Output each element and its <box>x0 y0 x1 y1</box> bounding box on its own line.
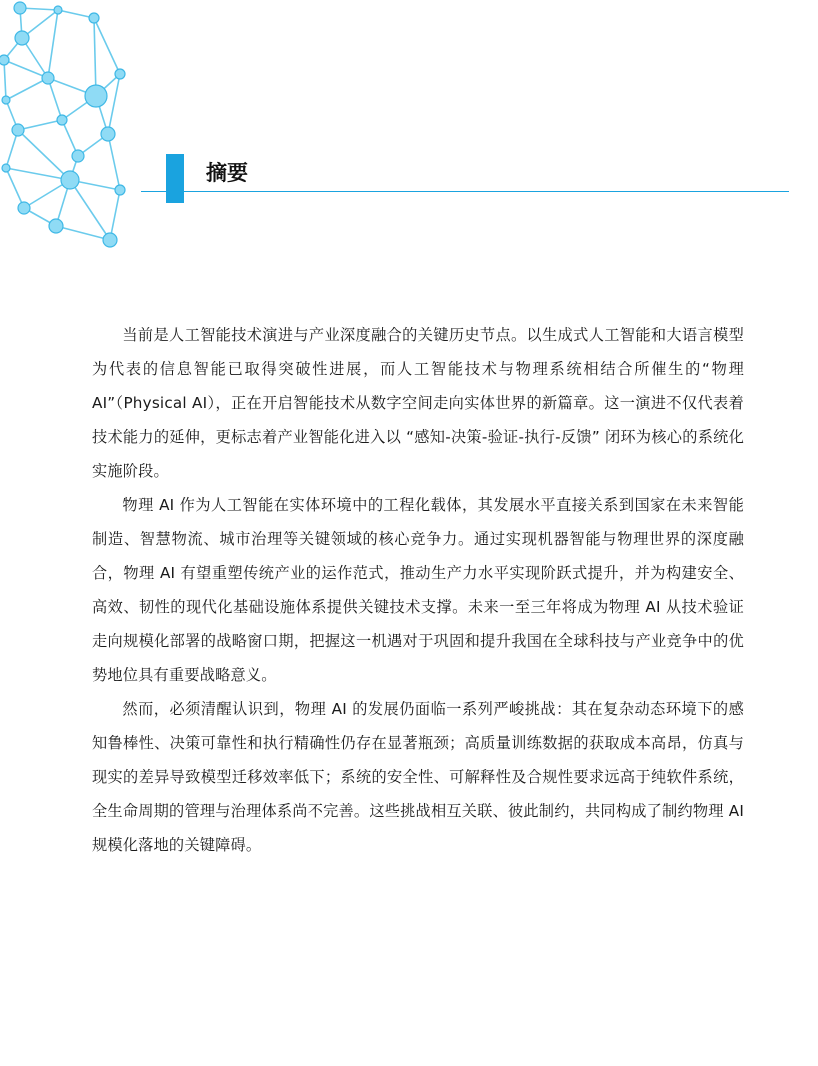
paragraph: 然而，必须清醒认识到，物理 AI 的发展仍面临一系列严峻挑战：其在复杂动态环境下的感知鲁棒性、决策可靠性和执行精确性仍存在显著瓶颈；高质量训练数据的获取成本高昂，仿真与现实的差异导致模型迁移效率低下；系统的安全性、可解释性及合规性要求远高于纯软件系统，全生命周期的管理与治理体系尚不完善。这些挑战相互关联、彼此制约，共同构成了制约物理 AI 规模化落地的关键障碍。 <box>92 700 744 854</box>
paragraph: 当前是人工智能技术演进与产业深度融合的关键历史节点。以生成式人工智能和大语言模型为代表的信息智能已取得突破性进展，而人工智能技术与物理系统相结合所催生的“物理 AI”（Physical AI），正在开启智能技术从数字空间走向实体世界的新篇章。这一演进不仅代表着技术能力的延伸，更标志着产业智能化进入以 “感知-决策-验证-执行-反馈” 闭环为核心的系统化实施阶段。 <box>92 326 744 480</box>
title-accent-bar <box>166 154 184 203</box>
paragraph: 物理 AI 作为人工智能在实体环境中的工程化载体，其发展水平直接关系到国家在未来智能制造、智慧物流、城市治理等关键领域的核心竞争力。通过实现机器智能与物理世界的深度融合，物理 AI 有望重塑传统产业的运作范式，推动生产力水平实现阶跃式提升，并为构建安全、高效、韧性的现代化基础设施体系提供关键技术支撑。未来一至三年将成为物理 AI 从技术验证走向规模化部署的战略窗口期，把握这一机遇对于巩固和提升我国在全球科技与产业竞争中的优势地位具有重要战略意义。 <box>92 496 744 684</box>
page-title: 摘要 <box>206 160 248 185</box>
abstract-body <box>92 318 744 862</box>
title-divider <box>141 191 789 192</box>
network-nodes-icon <box>0 0 140 255</box>
